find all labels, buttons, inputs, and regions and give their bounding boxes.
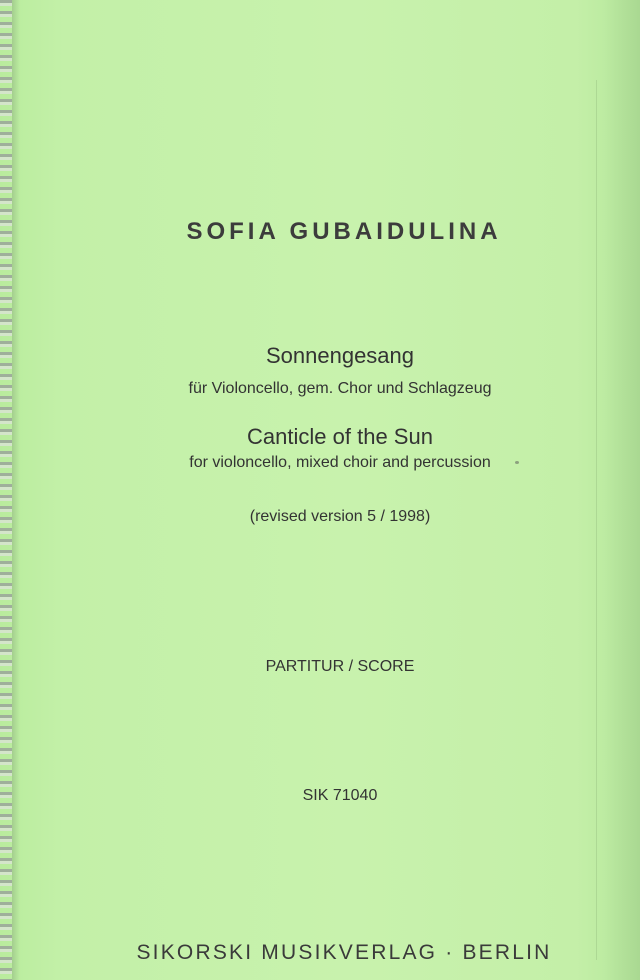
- revision-note: (revised version 5 / 1998): [249, 508, 431, 525]
- edition-type: PARTITUR / SCORE: [265, 658, 415, 675]
- binding-shadow: [12, 0, 20, 980]
- publisher-imprint: SIKORSKI MUSIKVERLAG · BERLIN: [136, 941, 552, 964]
- catalog-number: SIK 71040: [302, 787, 378, 804]
- spiral-binding: [0, 0, 12, 980]
- subtitle-english: for violoncello, mixed choir and percussion: [189, 454, 491, 471]
- composer-name: SOFIA GUBAIDULINA: [186, 218, 502, 245]
- title-german: Sonnengesang: [265, 343, 415, 368]
- page-edge-shading: [604, 0, 640, 980]
- print-speck: [515, 461, 519, 464]
- title-english: Canticle of the Sun: [247, 424, 433, 449]
- subtitle-german: für Violoncello, gem. Chor und Schlagzeug: [188, 380, 492, 397]
